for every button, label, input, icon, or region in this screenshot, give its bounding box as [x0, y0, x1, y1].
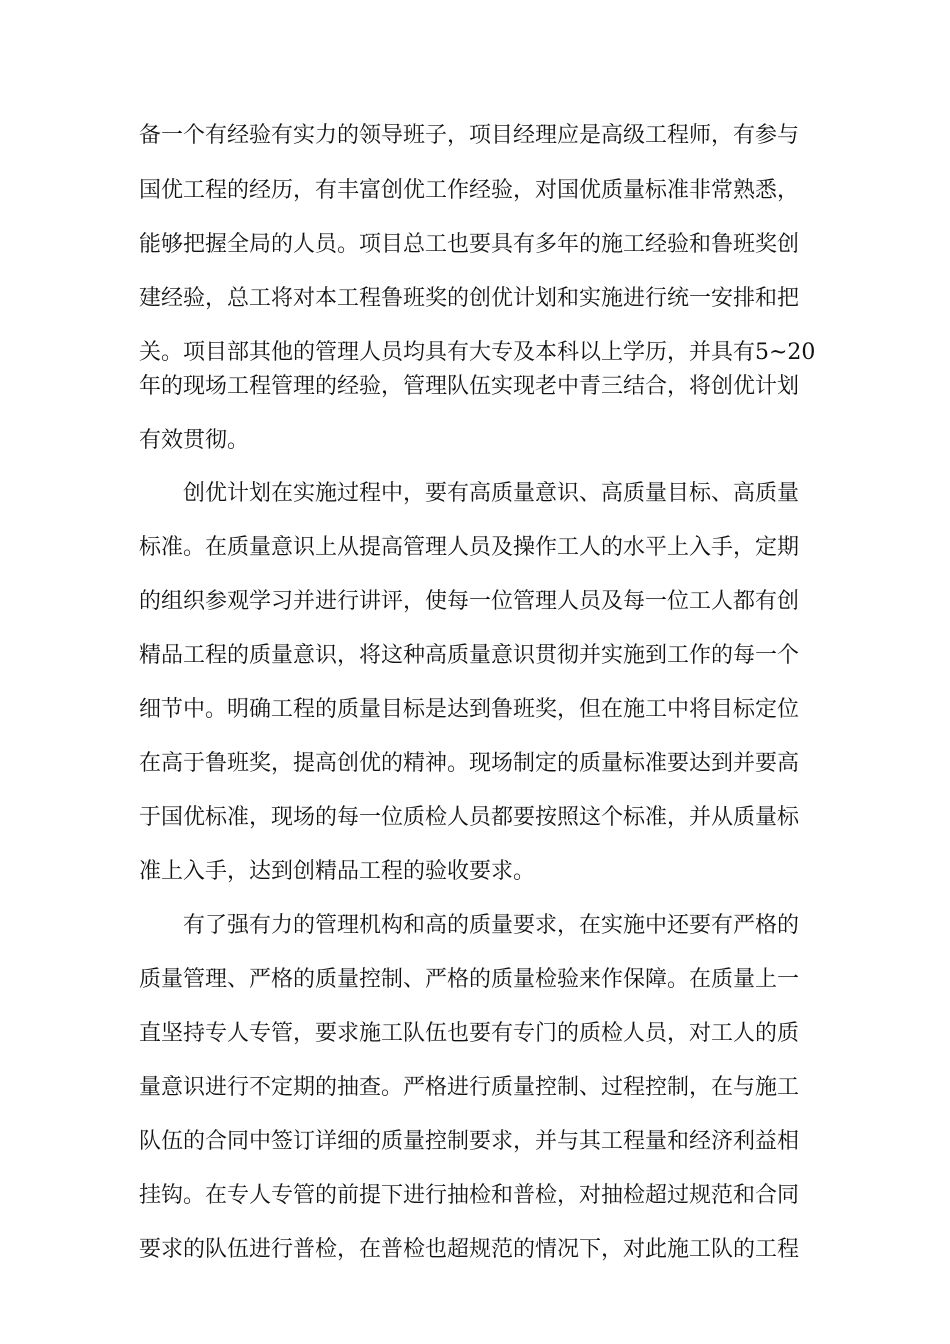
text-line-14: 于国优标准，现场的每一位质检人员都要按照这个标准，并从质量标	[139, 805, 800, 830]
text-line-17: 质量管理、严格的质量控制、严格的质量检验来作保障。在质量上一	[139, 967, 800, 992]
text-line-10: 的组织参观学习并进行讲评，使每一位管理人员及每一位工人都有创	[139, 589, 800, 614]
text-line-2: 国优工程的经历，有丰富创优工作经验，对国优质量标准非常熟悉，	[139, 178, 800, 203]
text-line-3: 能够把握全局的人员。项目总工也要具有多年的施工经验和鲁班奖创	[139, 232, 800, 257]
text-line-18: 直坚持专人专管，要求施工队伍也要有专门的质检人员，对工人的质	[139, 1021, 800, 1046]
text-line-20: 队伍的合同中签订详细的质量控制要求，并与其工程量和经济利益相	[139, 1129, 800, 1154]
text-line-15: 准上入手，达到创精品工程的验收要求。	[139, 859, 536, 884]
text-line-6: 年的现场工程管理的经验，管理队伍实现老中青三结合，将创优计划	[139, 374, 800, 399]
text-line-5: 关。项目部其他的管理人员均具有大专及本科以上学历，并具有5~20	[139, 340, 816, 365]
text-line-4: 建经验，总工将对本工程鲁班奖的创优计划和实施进行统一安排和把	[139, 286, 800, 311]
text-line-21: 挂钩。在专人专管的前提下进行抽检和普检，对抽检超过规范和合同	[139, 1183, 800, 1208]
text-line-7: 有效贯彻。	[139, 428, 250, 453]
text-line-22: 要求的队伍进行普检，在普检也超规范的情况下，对此施工队的工程	[139, 1237, 800, 1262]
text-line-11: 精品工程的质量意识，将这种高质量意识贯彻并实施到工作的每一个	[139, 643, 800, 668]
text-line-16: 有了强有力的管理机构和高的质量要求，在实施中还要有严格的	[183, 913, 800, 938]
text-line-9: 标准。在质量意识上从提高管理人员及操作工人的水平上入手，定期	[139, 535, 800, 560]
text-line-12: 细节中。明确工程的质量目标是达到鲁班奖，但在施工中将目标定位	[139, 697, 800, 722]
text-line-13: 在高于鲁班奖，提高创优的精神。现场制定的质量标准要达到并要高	[139, 751, 800, 776]
text-line-19: 量意识进行不定期的抽查。严格进行质量控制、过程控制，在与施工	[139, 1075, 800, 1100]
text-line-8: 创优计划在实施过程中，要有高质量意识、高质量目标、高质量	[183, 481, 800, 506]
text-line-1: 备一个有经验有实力的领导班子，项目经理应是高级工程师，有参与	[139, 123, 800, 148]
